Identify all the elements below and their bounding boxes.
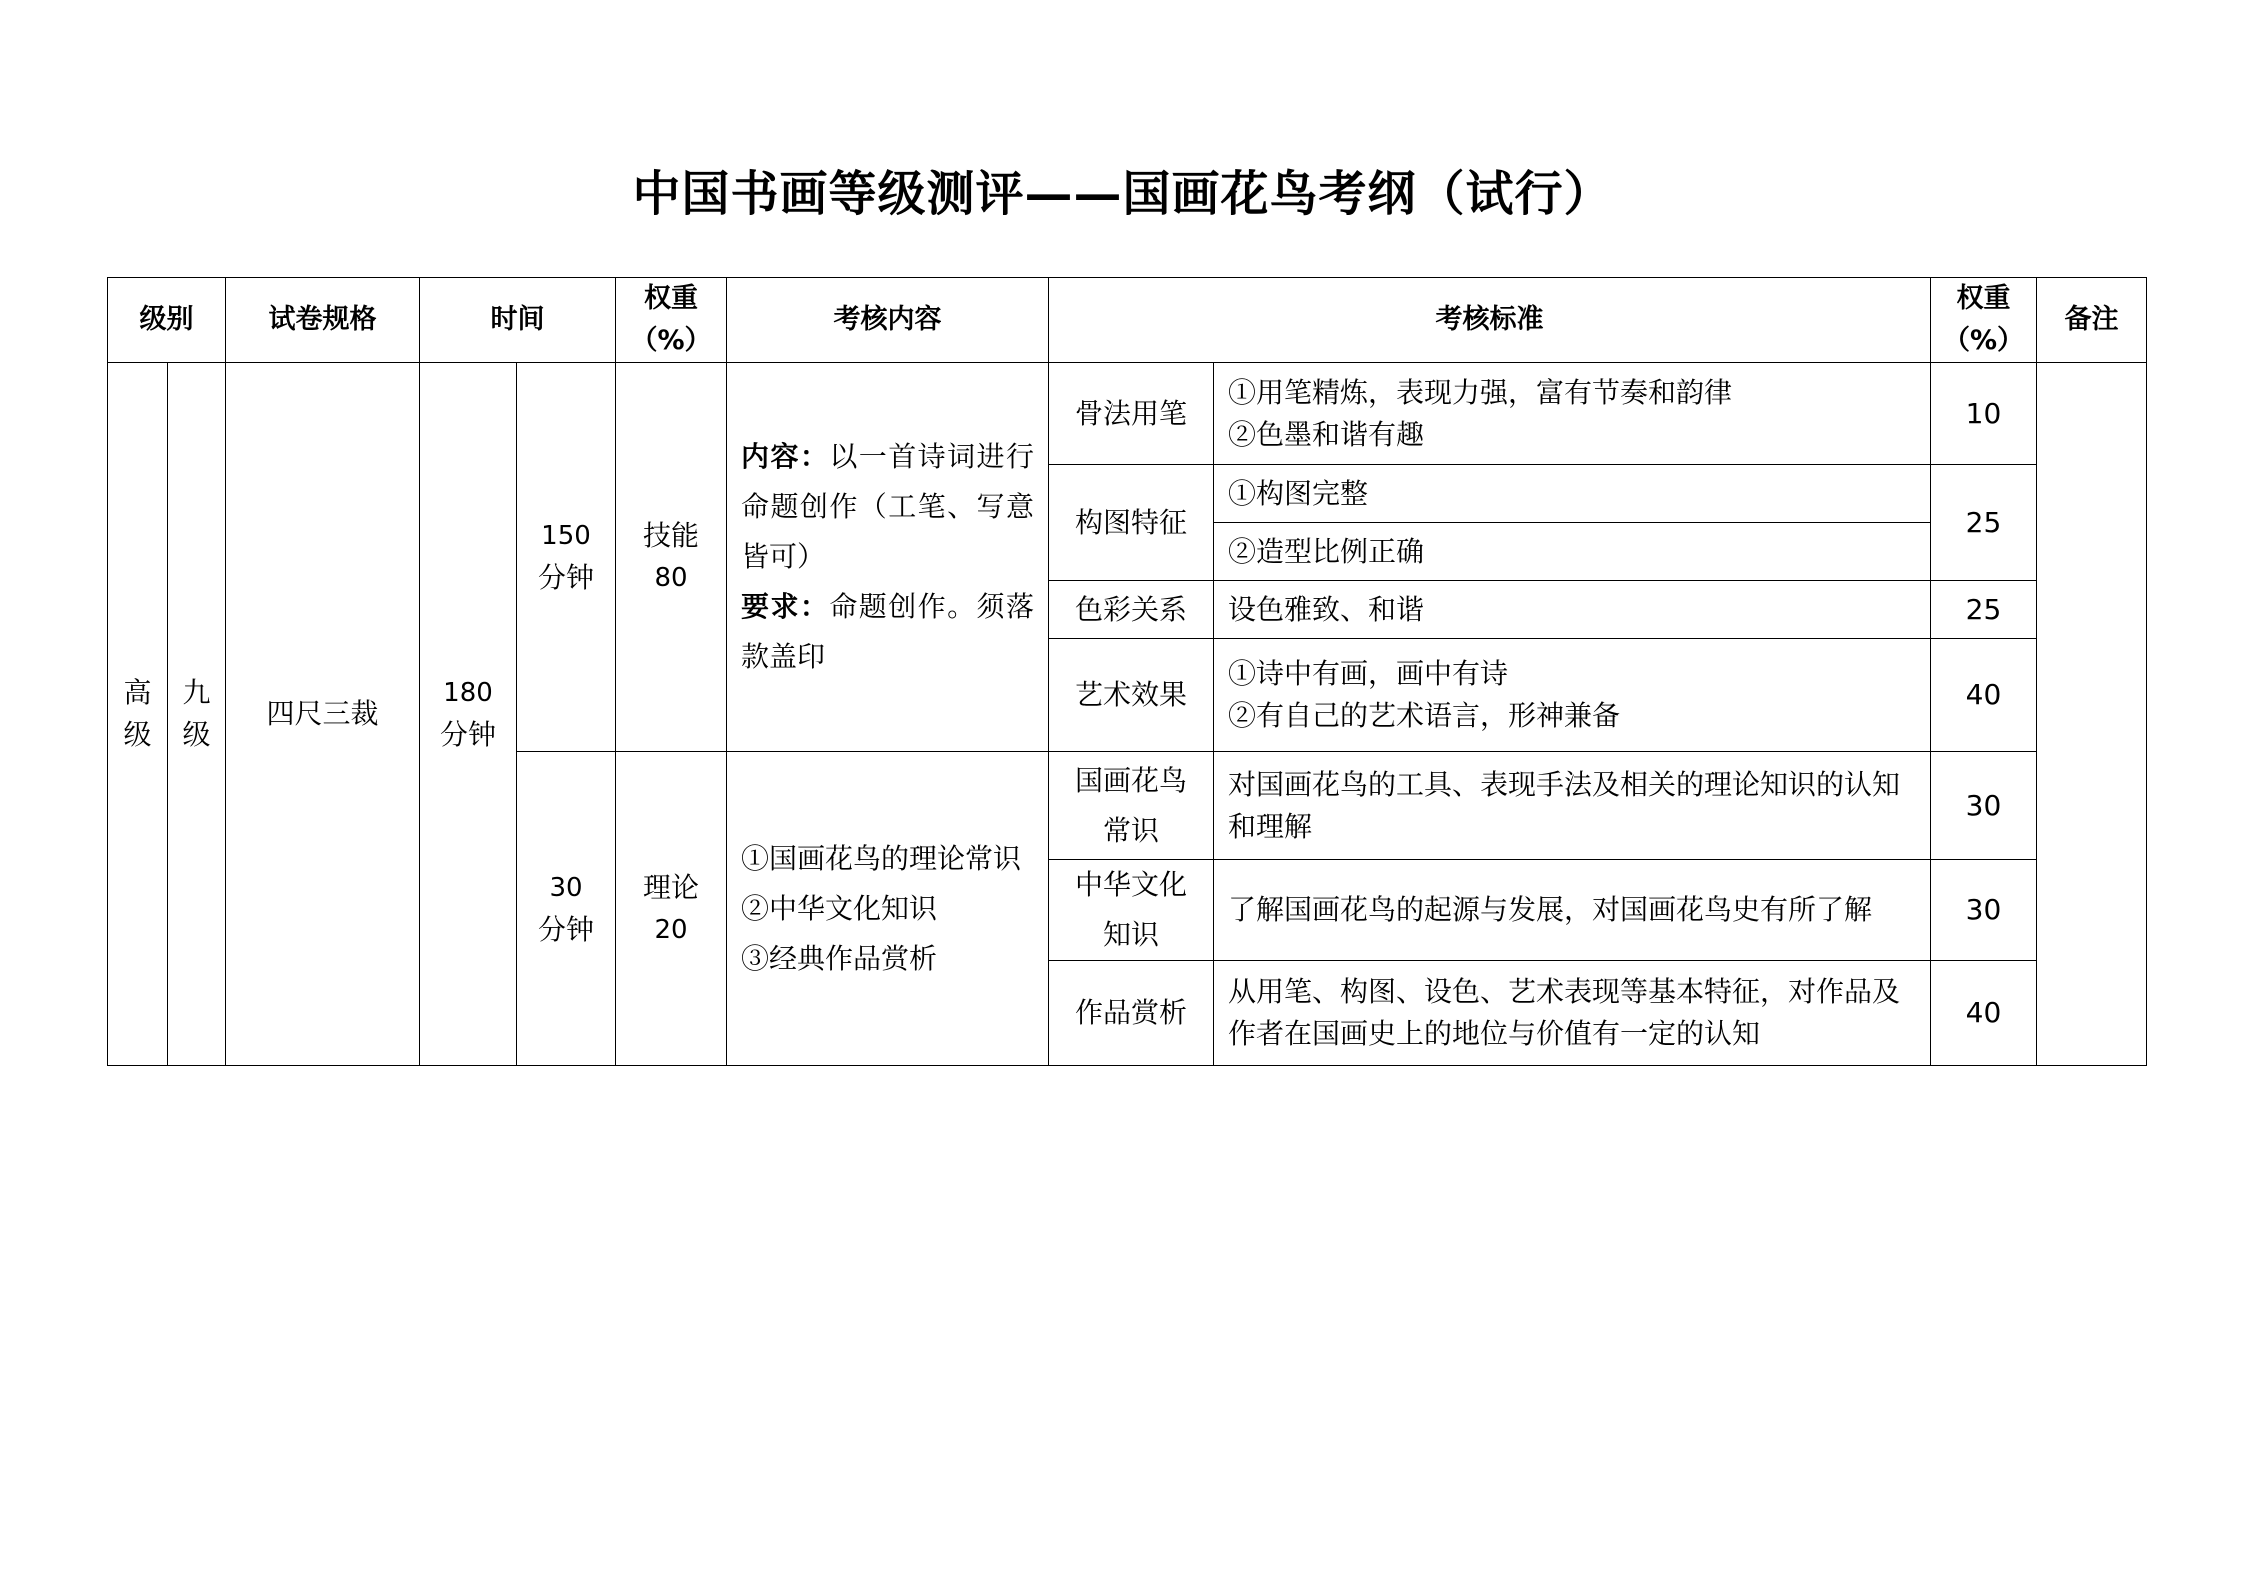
criterion-standard <box>1214 961 1931 1066</box>
skill-require-label: 要求： <box>741 590 830 623</box>
criterion-standard <box>1214 363 1931 465</box>
skill-weight-cell <box>616 363 727 752</box>
criterion-item <box>1049 860 1214 961</box>
page-title: 中国书画等级测评——国画花鸟考纲（试行） <box>632 166 1613 222</box>
header-weight-unit: （%） <box>630 325 712 356</box>
skill-content-body: 以一首诗词进行命题创作（工笔、写意皆可） <box>741 440 1034 573</box>
criterion-weight: 10 <box>1931 363 2037 465</box>
criterion-standard: ①构图完整 <box>1214 465 1931 523</box>
level-tier-cell <box>108 363 168 1066</box>
criterion-item-line: 常识 <box>1102 813 1159 847</box>
header-row <box>108 278 2147 363</box>
theory-time-unit: 分钟 <box>537 912 594 946</box>
criterion-item: 骨法用笔 <box>1049 363 1214 465</box>
skill-content-cell <box>727 363 1049 752</box>
header-level: 级别 <box>108 278 226 363</box>
criterion-weight: 40 <box>1931 961 2037 1066</box>
criterion-standard <box>1214 639 1931 752</box>
skill-time-unit: 分钟 <box>537 561 594 594</box>
theory-content-line: ①国画花鸟的理论常识 <box>741 841 1022 875</box>
header-weight-2-unit: （%） <box>1942 325 2025 356</box>
skill-content-label: 内容： <box>741 440 830 473</box>
theory-content-cell <box>727 752 1049 1066</box>
theory-content-line: ③经典作品赏析 <box>741 941 938 975</box>
header-time: 时间 <box>420 278 616 363</box>
table-row <box>108 363 2147 465</box>
level-tier-line1: 高 <box>123 676 152 709</box>
criterion-item-line: 中华文化 <box>1074 868 1187 901</box>
header-standard: 考核标准 <box>1049 278 1931 363</box>
level-grade-cell <box>168 363 226 1066</box>
criterion-standard: ②造型比例正确 <box>1214 523 1931 581</box>
criterion-weight: 25 <box>1931 581 2037 639</box>
skill-label: 技能 <box>642 519 699 552</box>
theory-label: 理论 <box>642 870 699 904</box>
criterion-line: 作者在国画史上的地位与价值有一定的认知 <box>1228 1017 1761 1050</box>
criterion-line: 从用笔、构图、设色、艺术表现等基本特征，对作品及 <box>1228 975 1901 1008</box>
skill-content-text <box>741 432 1034 682</box>
theory-weight-value: 20 <box>654 914 688 945</box>
header-weight-label: 权重 <box>644 283 698 314</box>
total-time-cell <box>420 363 517 1066</box>
criterion-line: ①诗中有画，画中有诗 <box>1228 657 1509 690</box>
header-content: 考核内容 <box>727 278 1049 363</box>
skill-time-cell <box>517 363 616 752</box>
criterion-weight: 30 <box>1931 752 2037 860</box>
level-grade-line2: 级 <box>182 718 211 751</box>
theory-time-cell <box>517 752 616 1066</box>
theory-content-text <box>741 834 1034 984</box>
theory-content-line: ②中华文化知识 <box>741 891 938 925</box>
criterion-line: 和理解 <box>1228 809 1313 843</box>
criterion-item-line: 国画花鸟 <box>1074 763 1187 797</box>
criterion-item-line: 知识 <box>1102 918 1159 951</box>
skill-time-value: 150 <box>541 521 591 551</box>
header-weight-2-label: 权重 <box>1956 283 2011 314</box>
criterion-standard: 了解国画花鸟的起源与发展，对国画花鸟史有所了解 <box>1214 860 1931 961</box>
criterion-weight: 30 <box>1931 860 2037 961</box>
criterion-item: 构图特征 <box>1049 465 1214 581</box>
criterion-line: ①用笔精炼，表现力强，富有节奏和韵律 <box>1228 375 1733 409</box>
header-remarks: 备注 <box>2037 278 2147 363</box>
criterion-standard: 设色雅致、和谐 <box>1214 581 1931 639</box>
criterion-item: 艺术效果 <box>1049 639 1214 752</box>
paper-spec-cell: 四尺三裁 <box>226 363 420 1066</box>
total-time-unit: 分钟 <box>439 718 496 751</box>
header-paper-spec: 试卷规格 <box>226 278 420 363</box>
skill-weight-value: 80 <box>654 563 688 593</box>
criterion-weight: 25 <box>1931 465 2037 581</box>
criterion-item: 色彩关系 <box>1049 581 1214 639</box>
remarks-cell <box>2037 363 2147 1066</box>
header-weight-2 <box>1931 278 2037 363</box>
criterion-standard <box>1214 752 1931 860</box>
level-tier-line2: 级 <box>123 718 152 751</box>
criterion-weight: 40 <box>1931 639 2037 752</box>
theory-weight-cell <box>616 752 727 1066</box>
header-weight <box>616 278 727 363</box>
level-grade-line1: 九 <box>182 676 211 709</box>
skill-require-body: 命题创作。须落款盖印 <box>741 590 1034 673</box>
criterion-item <box>1049 752 1214 860</box>
total-time-value: 180 <box>443 678 493 708</box>
theory-time-value: 30 <box>549 872 583 903</box>
criterion-line: 对国画花鸟的工具、表现手法及相关的理论知识的认知 <box>1228 767 1901 801</box>
criterion-item: 作品赏析 <box>1049 961 1214 1066</box>
criterion-line: ②有自己的艺术语言，形神兼备 <box>1228 699 1621 732</box>
criterion-line: ②色墨和谐有趣 <box>1228 417 1425 451</box>
syllabus-table <box>107 277 2147 1066</box>
